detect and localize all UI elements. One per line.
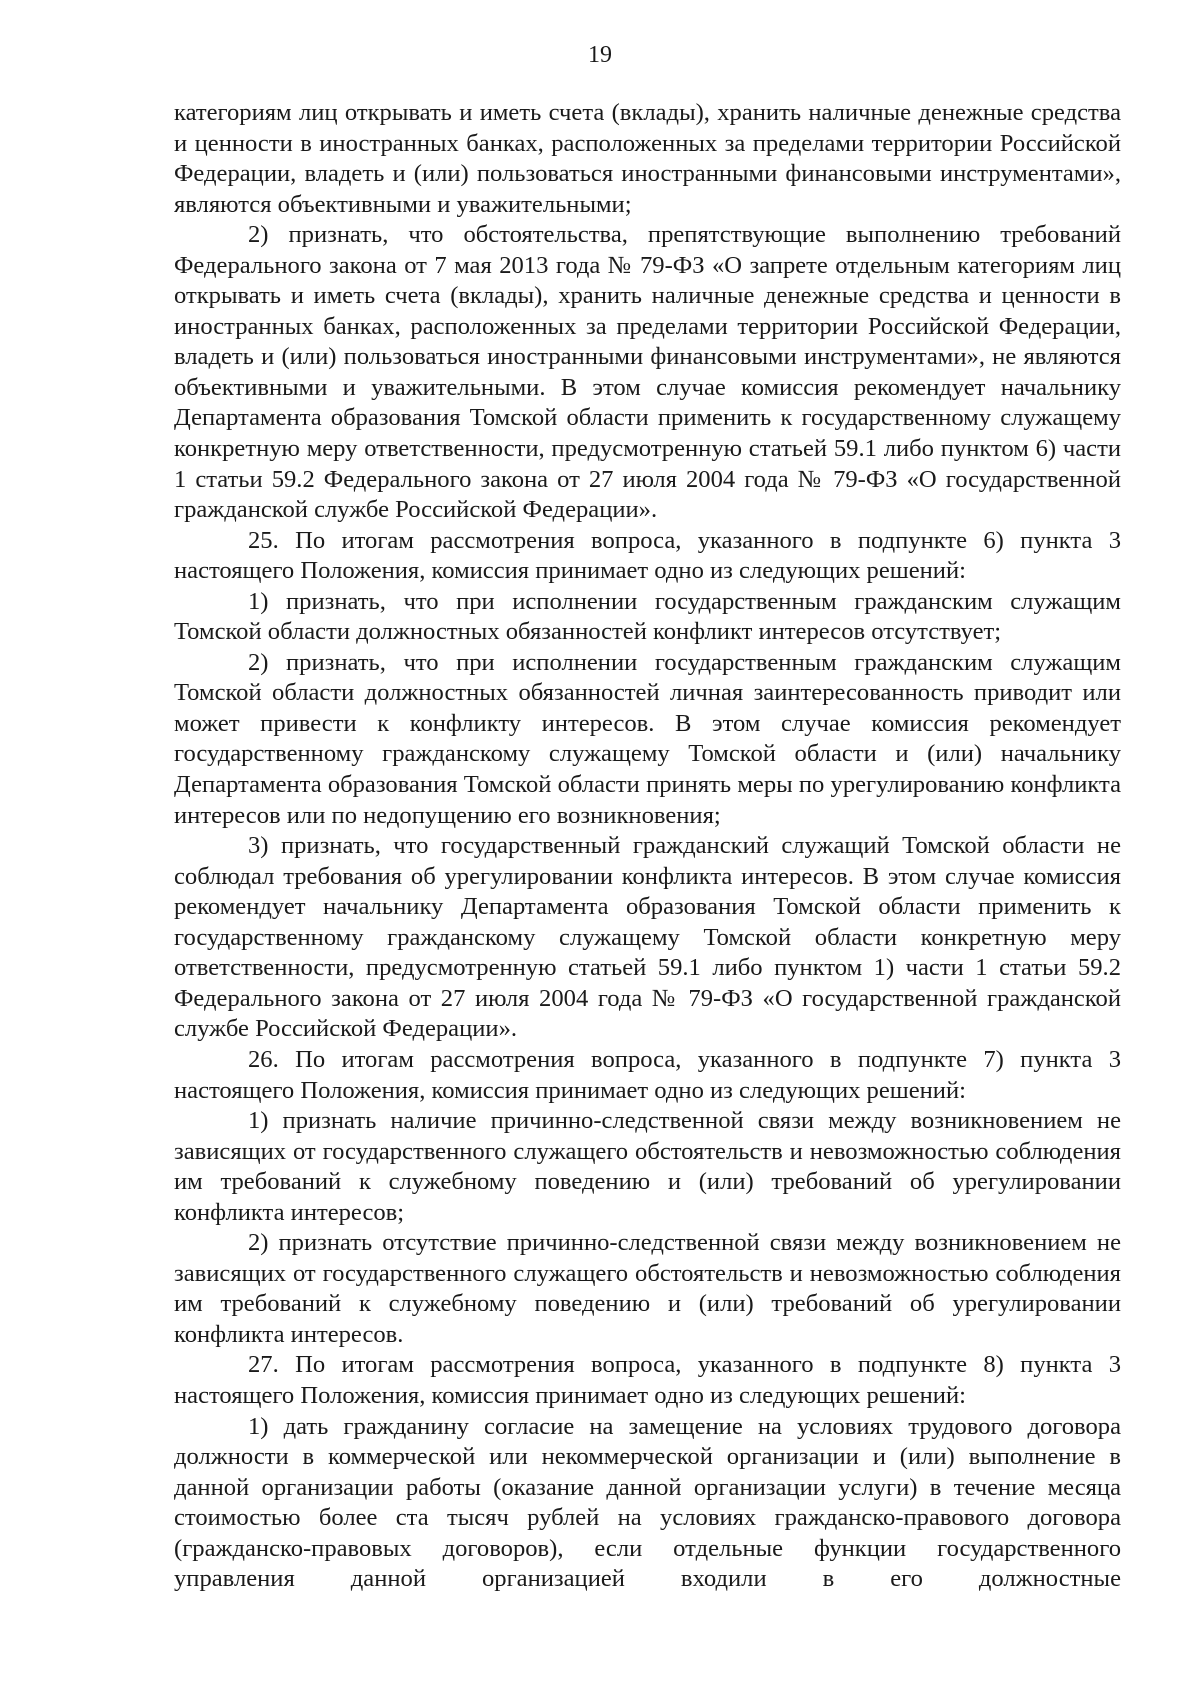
paragraph: 1) признать наличие причинно-следственной связи между возникновением не зависящих от государственного служащего обстоятельств и невозможностью соблюдения им требований к служебному поведению и (или) требований об урегулировании конфликта интересов; — [174, 1107, 1121, 1226]
paragraph: 26. По итогам рассмотрения вопроса, указанного в подпункте 7) пункта 3 настоящего Положения, комиссия принимает одно из следующих решений: — [174, 1045, 1121, 1104]
paragraph: 2) признать, что обстоятельства, препятствующие выполнению требований Федерального закона от 7 мая 2013 года № 79-ФЗ «О запрете отдельным категориям лиц открывать и иметь счета (вклады), хранить наличные денежные средства и ценности в иностранных банках, расположенных за пределами территории Российской Федерации, владеть и (или) пользоваться иностранными финансовыми инструментами», не являются объективными и уважительными. В этом случае комиссия рекомендует начальнику Департамента образования Томской области применить к государственному служащему конкретную меру ответственности, предусмотренную статьей 59.1 либо пунктом 6) части 1 статьи 59.2 Федерального закона от 27 июля 2004 года № 79-ФЗ «О государственной гражданской службе Российской Федерации». — [174, 221, 1121, 524]
paragraph: 1) дать гражданину согласие на замещение на условиях трудового договора должности в коммерческой или некоммерческой организации и (или) выполнение в данной организации работы (оказание данной организации услуги) в течение месяца стоимостью более ста тысяч рублей на условиях гражданско-правового договора (гражданско-правовых договоров), если отдельные функции государственного управления данной организацией входили в его должностные — [174, 1412, 1121, 1593]
document-body — [174, 98, 1121, 1595]
paragraph: 25. По итогам рассмотрения вопроса, указанного в подпункте 6) пункта 3 настоящего Положения, комиссия принимает одно из следующих решений: — [174, 526, 1121, 585]
paragraph: 3) признать, что государственный гражданский служащий Томской области не соблюдал требования об урегулировании конфликта интересов. В этом случае комиссия рекомендует начальнику Департамента образования Томской области применить к государственному гражданскому служащему Томской области конкретную меру ответственности, предусмотренную статьей 59.1 либо пунктом 1) части 1 статьи 59.2 Федерального закона от 27 июля 2004 года № 79-ФЗ «О государственной гражданской службе Российской Федерации». — [174, 832, 1121, 1043]
paragraph: 2) признать, что при исполнении государственным гражданским служащим Томской области должностных обязанностей личная заинтересованность приводит или может привести к конфликту интересов. В этом случае комиссия рекомендует государственному гражданскому служащему Томской области и (или) начальнику Департамента образования Томской области принять меры по урегулированию конфликта интересов или по недопущению его возникновения; — [174, 648, 1121, 829]
page-number: 19 — [588, 42, 612, 68]
paragraph: 2) признать отсутствие причинно-следственной связи между возникновением не зависящих от государственного служащего обстоятельств и невозможностью соблюдения им требований к служебному поведению и (или) требований об урегулировании конфликта интересов. — [174, 1229, 1121, 1348]
paragraph: категориям лиц открывать и иметь счета (вклады), хранить наличные денежные средства и ценности в иностранных банках, расположенных за пределами территории Российской Федерации, владеть и (или) пользоваться иностранными финансовыми инструментами», являются объективными и уважительными; — [174, 99, 1121, 218]
paragraph: 27. По итогам рассмотрения вопроса, указанного в подпункте 8) пункта 3 настоящего Положения, комиссия принимает одно из следующих решений: — [174, 1351, 1121, 1409]
paragraph: 1) признать, что при исполнении государственным гражданским служащим Томской области должностных обязанностей конфликт интересов отсутствует; — [174, 587, 1121, 646]
